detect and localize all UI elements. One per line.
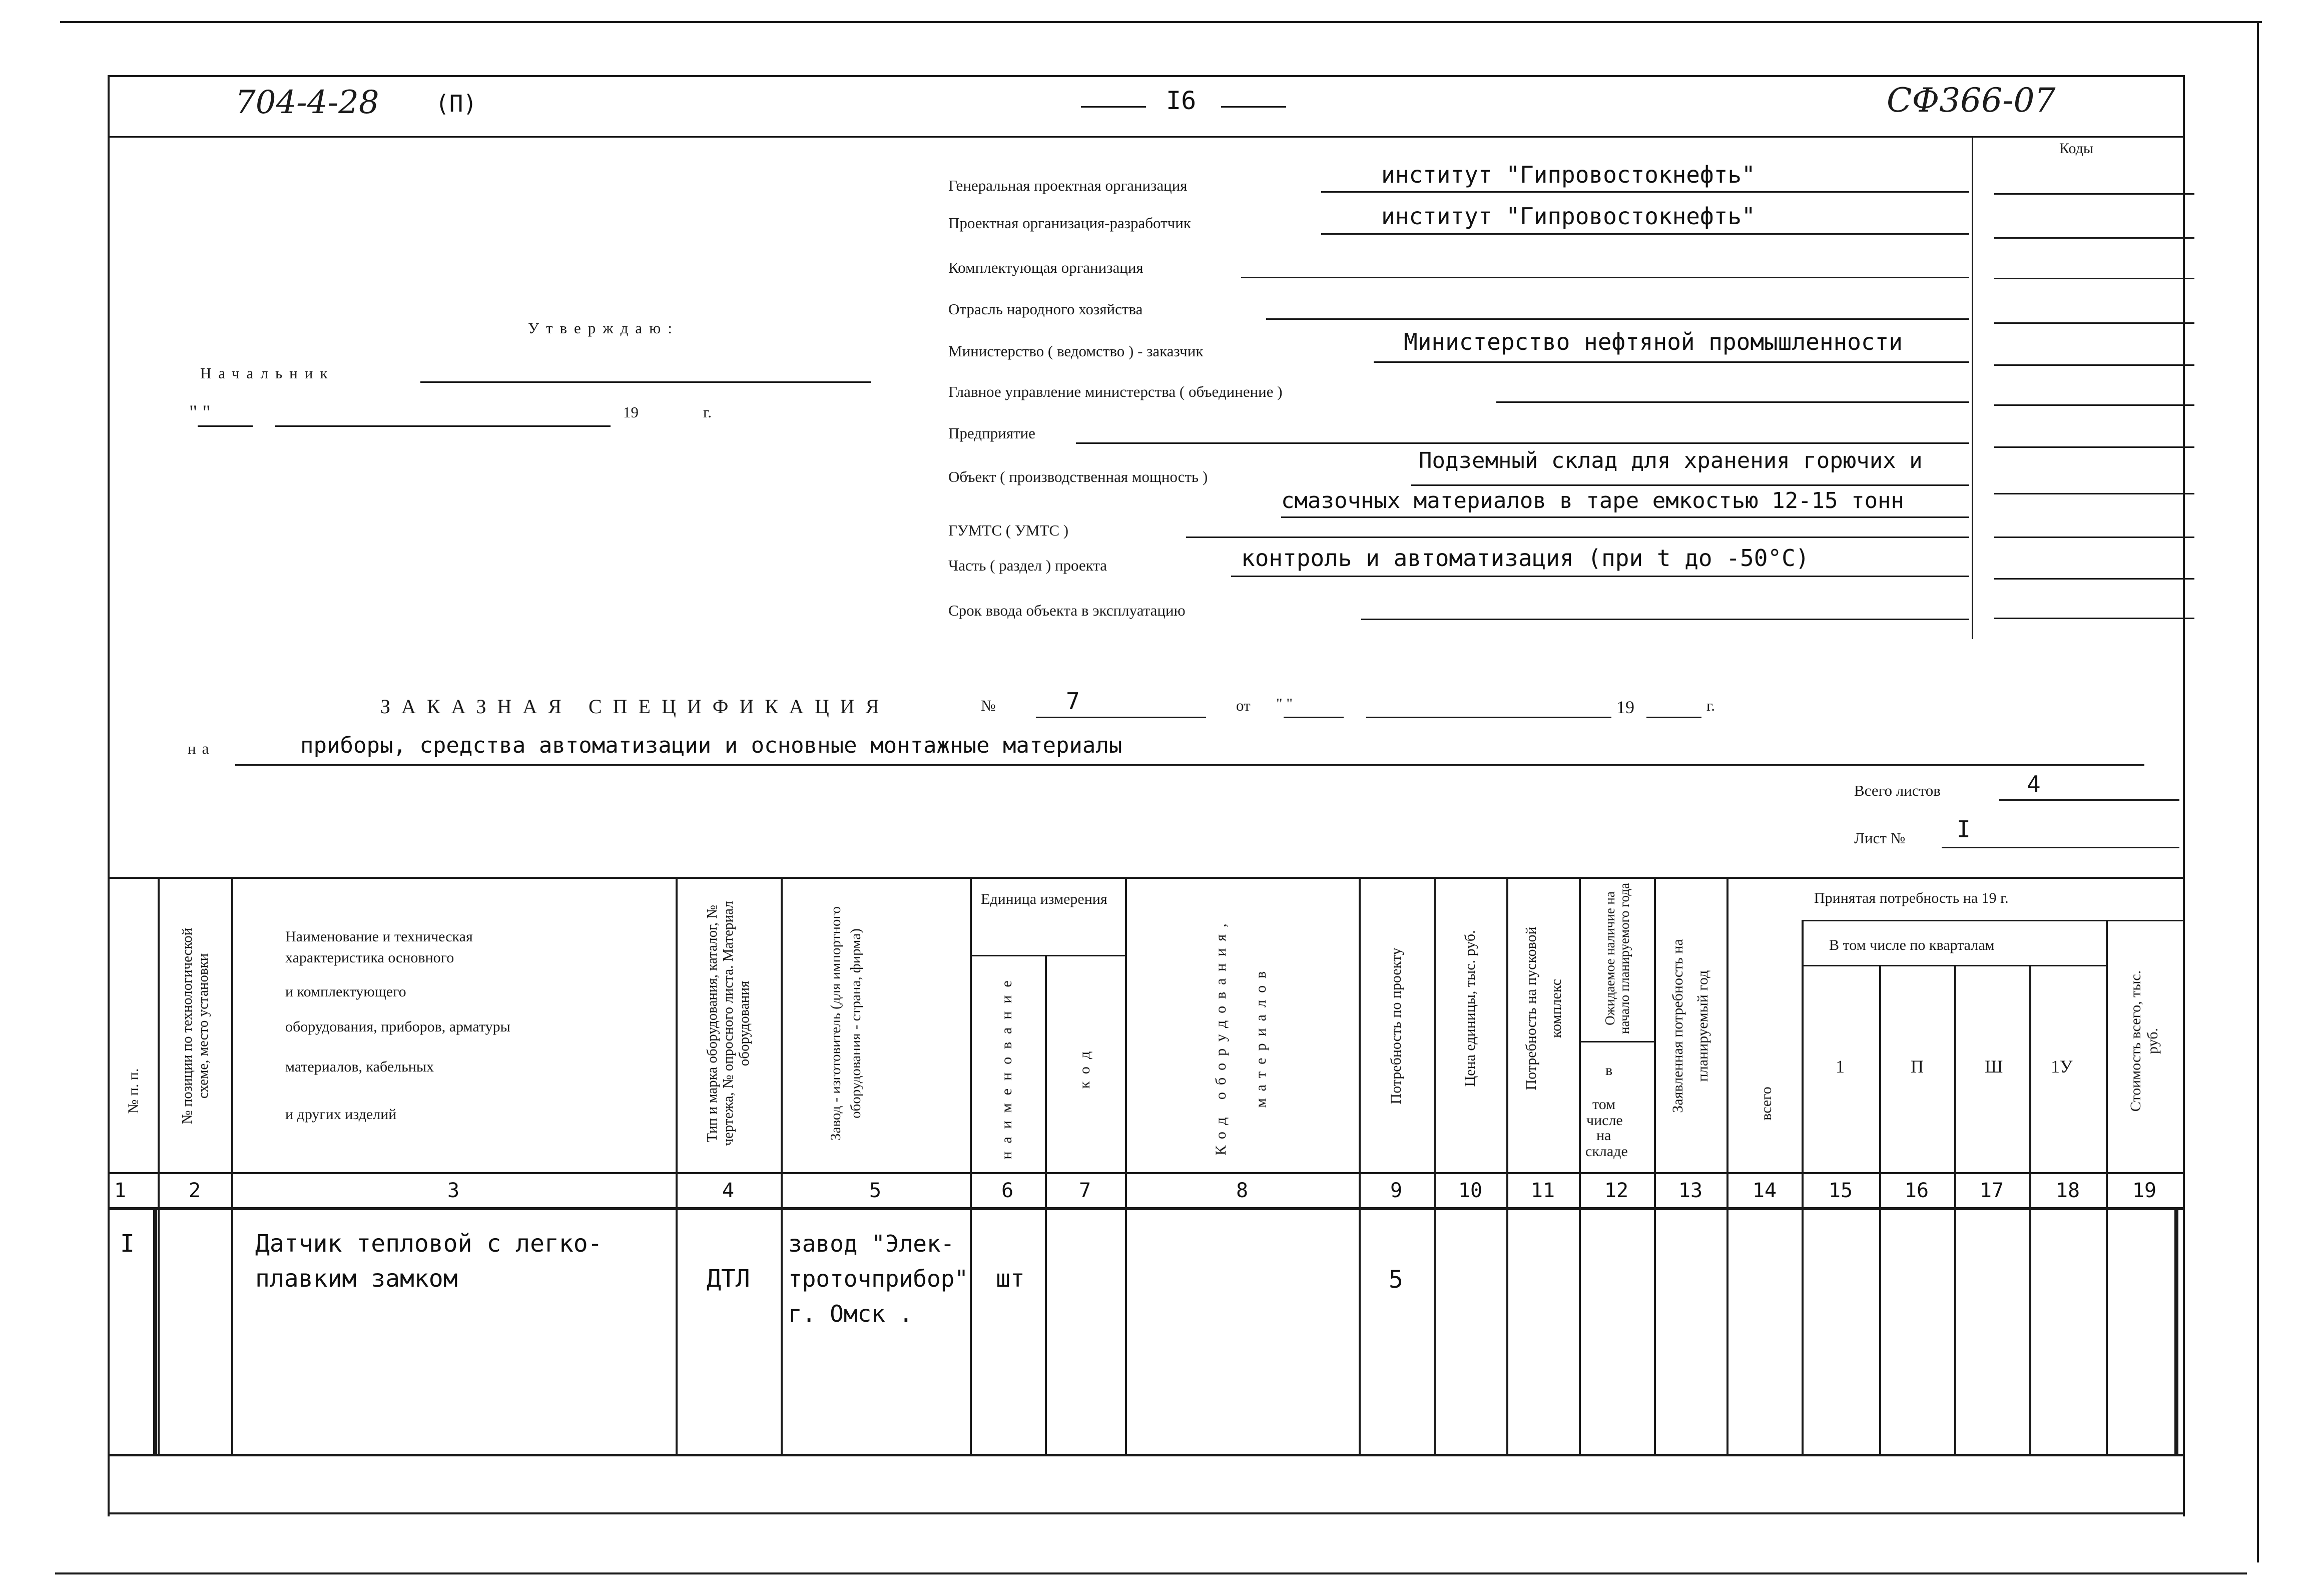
ministry-label: Министерство ( ведомство ) - заказчик <box>948 342 1204 360</box>
project-code: 704-4-28 <box>235 84 379 121</box>
col-header-4-text: Тип и марка оборудования, каталог, № чертежа, № опросного листа. Материал оборудования <box>704 901 752 1146</box>
col-rule <box>1045 955 1047 1455</box>
row-name-line: плавким замком <box>255 1265 458 1293</box>
code-line <box>1994 278 2194 279</box>
col-rule <box>1954 965 1956 1455</box>
col-header-10: Цена единицы, тыс. руб. <box>1462 930 1478 1087</box>
code-line <box>1994 237 2194 239</box>
code-line <box>1994 364 2194 366</box>
accepted-group-header: Принятая потребность на 19 г. <box>1814 890 2009 906</box>
col-number: 18 <box>2055 1179 2080 1202</box>
col-rule <box>1506 877 1508 1455</box>
table-top-rule <box>108 877 2184 879</box>
spec-year-line <box>1646 717 1701 718</box>
code-line <box>1994 404 2194 406</box>
industry-label: Отрасль народного хозяйства <box>948 300 1143 318</box>
approval-date-quote: " " <box>189 401 211 423</box>
col-number: 3 <box>447 1179 460 1202</box>
col-rule <box>781 877 783 1455</box>
numbering-row-top-rule <box>108 1172 2184 1174</box>
general-org-line <box>1321 191 1969 193</box>
spec-year-suffix: г. <box>1706 697 1715 714</box>
stock-word: числе <box>1586 1112 1623 1129</box>
col-rule <box>1359 877 1361 1455</box>
approve-label: Утверждаю: <box>528 319 679 337</box>
col-number: 7 <box>1078 1179 1091 1202</box>
code-line <box>1994 493 2194 494</box>
col-header-18: 1У <box>2051 1056 2073 1077</box>
commissioning-label: Срок ввода объекта в эксплуатацию <box>948 602 1186 619</box>
col-header-9-text: Потребность по проекту <box>1388 947 1404 1105</box>
row-plant-line: г. Омск . <box>788 1300 913 1327</box>
object-line-2 <box>1281 516 1969 518</box>
unit-group-header <box>981 890 1116 909</box>
row-name-line: Датчик тепловой с легко- <box>255 1230 603 1258</box>
stock-word: в <box>1605 1062 1613 1079</box>
code-line <box>1994 446 2194 448</box>
col-header-14: всего <box>1758 1087 1775 1121</box>
row-type: ДТЛ <box>707 1265 750 1293</box>
stock-word: том <box>1592 1096 1616 1113</box>
body-left-thick-rule <box>153 1207 157 1455</box>
total-sheets-label: Всего листов <box>1854 782 1941 799</box>
spec-year: 19 <box>1616 697 1634 717</box>
col-header-11-text: Потребность на пусковой комплекс <box>1523 926 1564 1091</box>
numbering-row-bottom-rule <box>108 1207 2184 1210</box>
header-strip-divider <box>108 136 2184 138</box>
frame-bottom-border <box>108 1512 2184 1514</box>
approval-year-suffix: г. <box>703 403 712 421</box>
unit-group-rule <box>970 955 1126 956</box>
code-line <box>1994 618 2194 619</box>
project-suffix: (П) <box>435 90 477 117</box>
sheet-number-value: I <box>1957 816 1971 843</box>
col-header-3-line: и других изделий <box>285 1106 397 1123</box>
col-header-5-text: Завод - изготовитель (для импортного оборудования - страна, фирма) <box>828 906 864 1141</box>
col-rule <box>1579 877 1581 1455</box>
col-rule <box>2106 920 2108 1455</box>
code-line <box>1994 578 2194 580</box>
col-rule <box>1434 877 1436 1455</box>
enterprise-line <box>1076 442 1969 444</box>
row-unit: шт <box>996 1265 1025 1293</box>
quarters-group-header: В том числе по кварталам <box>1829 937 1995 953</box>
main-department-line <box>1496 401 1969 403</box>
col-header-9 <box>1381 916 1411 1136</box>
spec-date-quote: " " <box>1276 695 1293 712</box>
code-line <box>1994 193 2194 195</box>
col-number: 5 <box>869 1179 882 1202</box>
col-header-19-text: Стоимость всего, тыс. руб. <box>2127 970 2161 1112</box>
col-number: 15 <box>1828 1179 1853 1202</box>
col-number: 14 <box>1752 1179 1777 1202</box>
code-line <box>1994 322 2194 324</box>
spec-month-line <box>1366 717 1611 718</box>
ministry-value: Министерство нефтяной промышленности <box>1404 328 1903 355</box>
total-sheets-value: 4 <box>2027 771 2041 798</box>
code-line <box>1994 537 2194 538</box>
col-number: 10 <box>1458 1179 1483 1202</box>
col-number: 1 <box>114 1179 127 1202</box>
ministry-line <box>1374 361 1969 363</box>
developer-org-label: Проектная организация-разработчик <box>948 214 1191 232</box>
supplier-org-line <box>1241 277 1969 278</box>
sheet-dash-left <box>1081 106 1146 108</box>
col-number: 6 <box>1001 1179 1014 1202</box>
spec-subject-line <box>235 764 2144 766</box>
spec-number-line <box>1036 717 1206 718</box>
gumts-line <box>1186 537 1969 538</box>
col-number: 19 <box>2132 1179 2157 1202</box>
frame-left-border <box>108 75 110 1516</box>
col-header-13 <box>1665 916 1715 1136</box>
general-org-value: институт "Гипровостокнефть" <box>1381 161 1756 188</box>
spec-title: ЗАКАЗНАЯ СПЕЦИФИКАЦИЯ <box>380 695 890 718</box>
object-label: Объект ( производственная мощность ) <box>948 468 1208 485</box>
gumts-label: ГУМТС ( УМТС ) <box>948 521 1069 539</box>
col-header-15: 1 <box>1836 1056 1845 1077</box>
col-rule <box>2029 965 2031 1455</box>
codes-label: Коды <box>2059 140 2094 157</box>
col-header-4 <box>704 893 752 1154</box>
body-bottom-rule <box>108 1454 2184 1456</box>
col-header-19 <box>2127 966 2161 1116</box>
col-header-2-text: № позиции по технологической схеме, место установки <box>179 927 211 1125</box>
col-number: 16 <box>1904 1179 1929 1202</box>
total-sheets-line <box>1999 799 2179 801</box>
col-header-17: Ш <box>1985 1056 2003 1077</box>
col-header-13-text: Заявленная потребность на планируемый год <box>1669 939 1711 1113</box>
main-department-label: Главное управление министерства ( объединение ) <box>948 383 1283 400</box>
chief-signature-line <box>420 381 871 383</box>
col-rule <box>676 877 678 1455</box>
col-header-11 <box>1519 903 1569 1114</box>
developer-org-value: институт "Гипровостокнефть" <box>1381 203 1756 230</box>
stock-subdivision-rule <box>1579 1041 1655 1042</box>
col-header-8-text: Код оборудования, материалов <box>1213 916 1269 1156</box>
col-header-3-line: и комплектующего <box>285 983 406 1000</box>
object-value-line-2: смазочных материалов в таре емкостью 12-15 тонн <box>1281 488 1905 513</box>
document-code: СФ366-07 <box>1887 81 2056 120</box>
col-header-5 <box>826 893 866 1154</box>
col-rule <box>970 877 972 1455</box>
spec-day-line <box>1284 717 1344 718</box>
col-header-12-top-text: Ожидаемое наличие на начало планируемого года <box>1602 882 1632 1034</box>
col-header-3-line: материалов, кабельных <box>285 1058 434 1075</box>
col-header-6: наименование <box>998 972 1015 1160</box>
col-number: 2 <box>188 1179 201 1202</box>
col-header-3-line: Наименование и техническая <box>285 928 473 945</box>
row-number: I <box>120 1230 135 1258</box>
codes-separator <box>1972 136 1973 639</box>
sheet-dash-right <box>1221 106 1286 108</box>
col-rule <box>231 877 233 1455</box>
col-number: 8 <box>1236 1179 1249 1202</box>
col-number: 11 <box>1530 1179 1555 1202</box>
sheet-number-top: I6 <box>1166 86 1197 115</box>
col-header-8 <box>1201 911 1281 1161</box>
spec-from-label: от <box>1236 697 1251 714</box>
col-header-7: код <box>1076 1043 1093 1089</box>
outer-top-border <box>60 21 2262 23</box>
col-rule <box>1654 877 1656 1455</box>
spec-number-label: № <box>981 697 996 714</box>
frame-right-border <box>2183 75 2185 1516</box>
row-plant-line: завод "Элек- <box>788 1230 955 1257</box>
col-rule <box>1879 965 1881 1455</box>
col-header-2 <box>179 916 211 1136</box>
frame-top-border <box>108 75 2184 77</box>
sheet-number-line <box>1942 847 2179 848</box>
col-header-1: № п. п. <box>125 1068 142 1114</box>
general-org-label: Генеральная проектная организация <box>948 177 1188 194</box>
project-part-label: Часть ( раздел ) проекта <box>948 557 1107 574</box>
unit-group-text: Единица измерения <box>981 891 1107 907</box>
developer-org-line <box>1321 233 1969 235</box>
sheet-label: Лист № <box>1854 829 1906 847</box>
col-number: 12 <box>1604 1179 1629 1202</box>
commissioning-line <box>1361 619 1969 620</box>
project-part-value: контроль и автоматизация (при t до -50°С) <box>1241 545 1810 572</box>
approval-year: 19 <box>623 403 639 421</box>
row-quantity: 5 <box>1389 1266 1403 1294</box>
project-part-line <box>1231 576 1969 577</box>
col-header-3-line: оборудования, приборов, арматуры <box>285 1018 510 1035</box>
col-rule <box>1802 920 1804 1455</box>
col-number: 9 <box>1390 1179 1403 1202</box>
col-rule <box>158 877 160 1455</box>
supplier-org-label: Комплектующая организация <box>948 259 1143 276</box>
col-number: 13 <box>1678 1179 1703 1202</box>
col-header-3-line: характеристика основного <box>285 949 454 966</box>
col-header-16: П <box>1911 1056 1924 1077</box>
outer-bottom-border <box>55 1572 2247 1574</box>
col-rule <box>1726 877 1728 1455</box>
chief-label: Начальник <box>200 364 335 382</box>
accepted-group-rule <box>1802 920 2183 921</box>
col-header-12-top <box>1603 881 1632 1036</box>
spec-number: 7 <box>1066 688 1080 715</box>
row-plant-line: троточприбор" <box>788 1265 969 1292</box>
object-line-1 <box>1411 484 1969 486</box>
spec-subject: приборы, средства автоматизации и основные монтажные материалы <box>300 733 1122 758</box>
object-value-line-1: Подземный склад для хранения горючих и <box>1419 448 1923 473</box>
spec-on-label: на <box>188 740 215 757</box>
outer-right-border <box>2257 21 2259 1562</box>
industry-line <box>1266 318 1969 320</box>
col-number: 17 <box>1979 1179 2004 1202</box>
body-right-thick-rule <box>2174 1207 2178 1455</box>
approval-day-line <box>198 425 253 427</box>
enterprise-label: Предприятие <box>948 424 1035 442</box>
stock-word: складе <box>1585 1143 1628 1160</box>
stock-word: на <box>1596 1127 1611 1144</box>
col-rule <box>1125 877 1127 1455</box>
col-number: 4 <box>722 1179 735 1202</box>
approval-month-line <box>275 425 611 427</box>
